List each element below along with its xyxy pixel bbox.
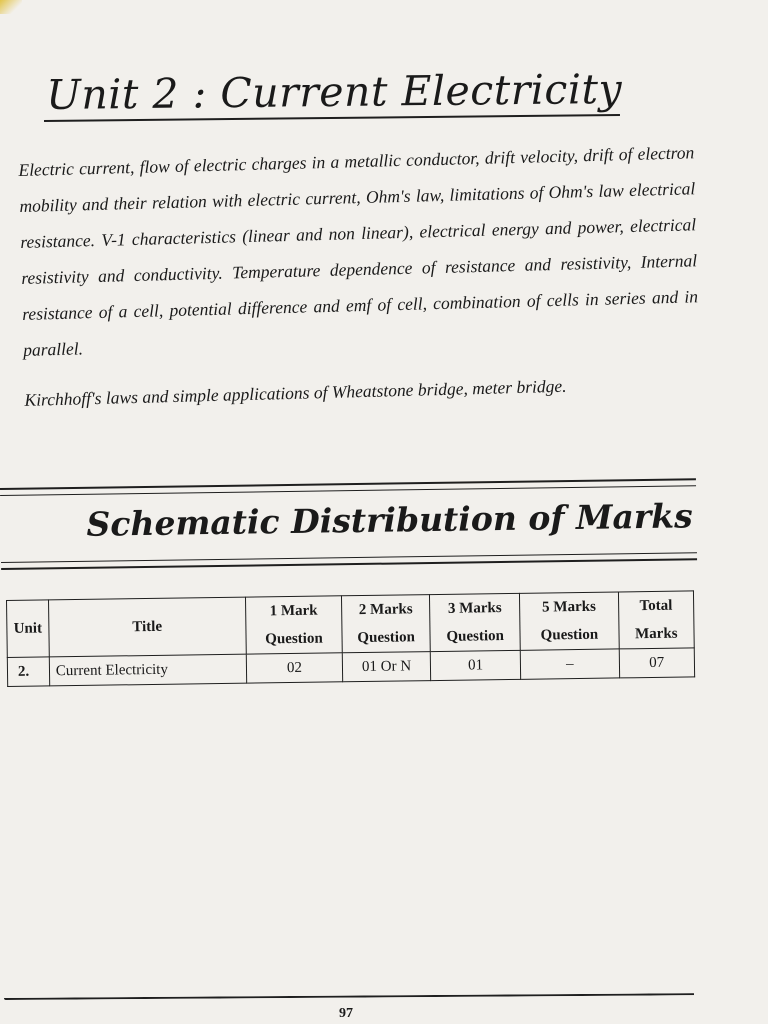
marks-section-title: Schematic Distribution of Marks [86,496,693,544]
header-5-marks-line2: Question [540,626,599,644]
footer-rule [4,993,694,1000]
header-1-mark-line2: Question [265,630,323,648]
syllabus-text [18,134,701,418]
unit-heading: Unit 2 : Current Electricity [46,64,623,119]
header-2-marks [342,595,431,653]
syllabus-paragraph-1: Electric current, flow of electric charges in a metallic conductor, drift velocity, drift of electron mobility and their relation with electric current, Ohm's law, limitations of Ohm's law electrical resistance. V-1 characteristics (linear and non linear), electrical energy and power, electrical resistivity and conductivity. Temperature dependence of resistance and resistivity, Internal resistance of a cell, potential difference and emf of cell, combination of cells in series and in parallel. [18,142,699,360]
header-total-line1: Total [639,597,673,615]
header-3-marks [430,593,521,651]
header-total-line2: Marks [634,625,678,643]
header-5-marks [520,592,619,650]
header-5-marks-line1: 5 Marks [542,598,596,616]
cell-total-marks: 07 [619,648,695,678]
table-header-row [7,591,695,658]
syllabus-paragraph-2: Kirchhoff's laws and simple applications of Wheatstone bridge, meter bridge. [24,375,567,410]
marks-distribution-table [6,590,695,687]
cell-unit: 2. [7,657,49,687]
page-number: 97 [339,1006,353,1021]
cell-2-marks: 01 Or N [342,652,430,682]
corner-highlight [0,0,22,14]
header-2-marks-line2: Question [357,629,416,647]
header-total-marks [618,591,694,649]
header-title: Title [48,597,246,657]
header-1-mark-line1: 1 Mark [269,602,318,620]
marks-section-header [0,478,697,576]
cell-5-marks: – [520,649,619,679]
header-2-marks-line1: 2 Marks [358,601,413,619]
section-rule-bottom [1,552,697,570]
header-1-mark [245,596,342,654]
header-3-marks-line2: Question [446,628,505,645]
marks-table-container [6,590,695,687]
cell-1-mark: 02 [246,653,343,683]
cell-3-marks: 01 [430,650,520,680]
cell-title: Current Electricity [49,654,246,686]
header-unit: Unit [7,600,50,658]
header-3-marks-line1: 3 Marks [447,600,502,617]
